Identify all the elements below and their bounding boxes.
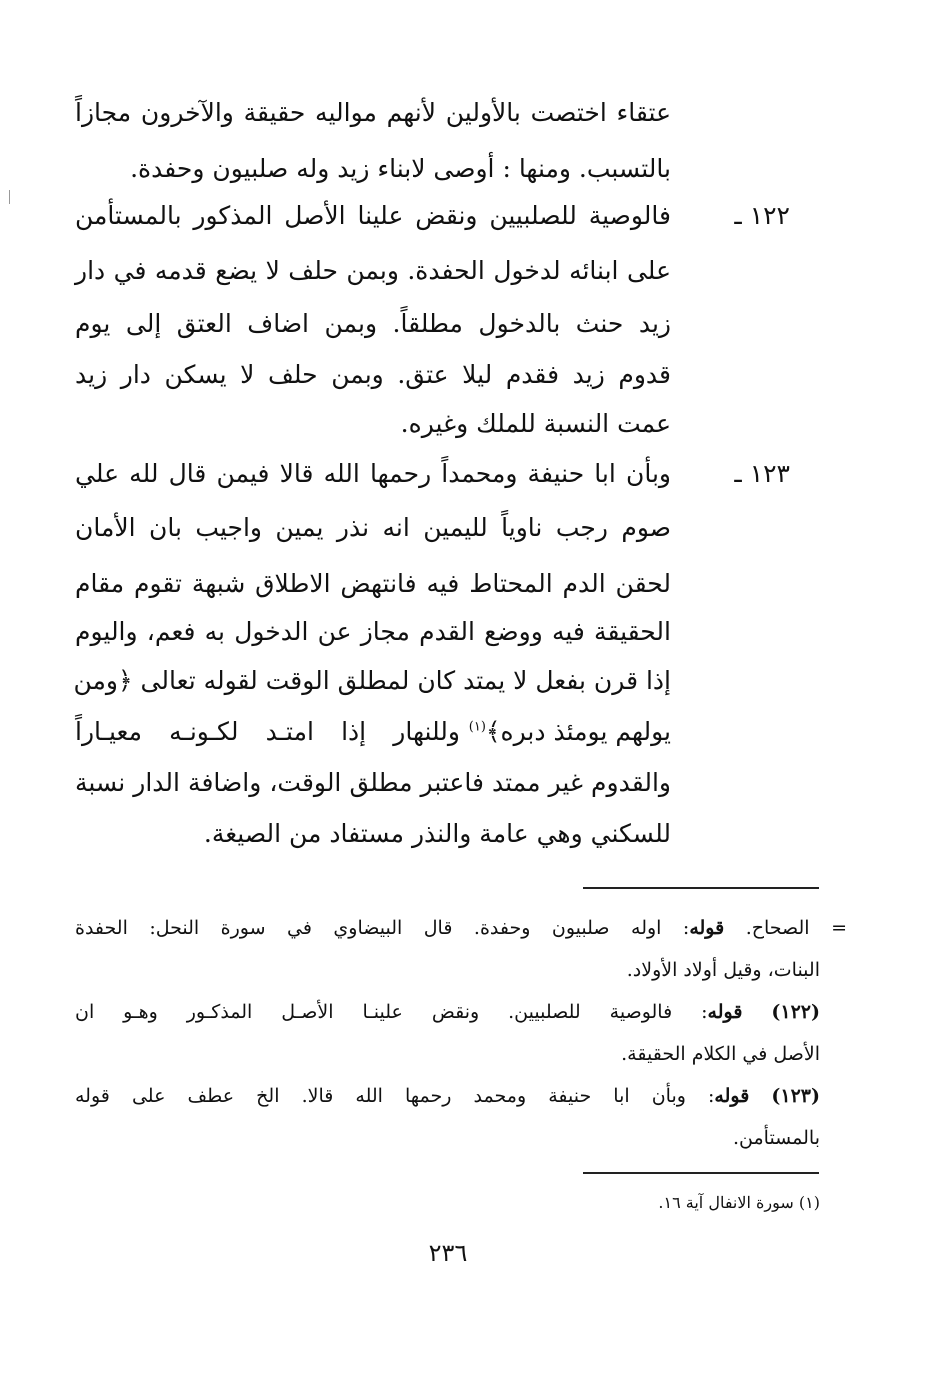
main-text-line: فالوصية للصلبيين ونقض علينا الأصل المذكور بالمستأمن — [75, 201, 671, 230]
footnote-line — [75, 1081, 820, 1111]
footnote-line: بالمستأمن. — [732, 1127, 820, 1149]
main-text-line: وبأن ابا حنيفة ومحمداً رحمها الله قالا فيمن قال لله علي — [75, 459, 671, 488]
footnote-number: (١٢٣) — [771, 1085, 820, 1107]
main-text-line: وللنهار إذا امتـد لكـونـه معيـاراً — [75, 717, 460, 746]
main-text-line: صوم رجب ناوياً لليمين انه نذر يمين واجيب بان الأمان — [75, 513, 671, 542]
footnote-text: : اوله صلبيون وحفدة. قال البيضاوي في سورة النحل: الحفدة — [75, 917, 690, 939]
footnote-label: قوله — [689, 917, 725, 939]
main-text-line: بالتسبب. ومنها : أوصى لابناء زيد وله صلبيون وحفدة. — [130, 154, 671, 183]
footnote-text: : فالوصية للصلبيين. ونقض علينـا الأصـل المذكـور وهـو ان — [75, 1001, 708, 1023]
main-text-line: للسكني وهي عامة والنذر مستفاد من الصيغة. — [203, 819, 671, 848]
footnote-prefix: = الصحاح. — [745, 917, 847, 939]
footnote-line: الأصل في الكلام الحقيقة. — [621, 1043, 820, 1065]
footnote-line — [75, 913, 847, 943]
main-text-line: عمت النسبة للملك وغيره. — [400, 409, 671, 438]
footnote-label: قوله — [714, 1085, 750, 1107]
reference-separator — [583, 1172, 819, 1174]
footnote-text: : وبأن ابا حنيفة ومحمد رحمها الله قالا. الخ عطف على قوله — [75, 1085, 715, 1107]
main-text-line: قدوم زيد فقدم ليلا عتق. وبمن حلف لا يسكن دار زيد — [75, 360, 671, 389]
main-text-line: إذا قرن بفعل لا يمتد كان لمطلق الوقت لقوله تعالى ﴿ومن — [73, 666, 671, 695]
footnote-label: قوله — [707, 1001, 743, 1023]
main-text-line: على ابنائه لدخول الحفدة. وبمن حلف لا يضع قدمه في دار — [75, 256, 671, 285]
paragraph-number: ١٢٢ ـ — [734, 201, 790, 230]
main-text-line: الحقيقة فيه ووضع القدم مجاز عن الدخول به فعم، واليوم — [75, 617, 671, 646]
footnote-line: البنات، وقيل أولاد الأولاد. — [626, 959, 820, 981]
footnote-line — [75, 997, 820, 1027]
main-text-line: لحقن الدم المحتاط فيه فانتهض الاطلاق شبهة تقوم مقام — [75, 569, 671, 598]
main-text-line: زيد حنث بالدخول مطلقاً. وبمن اضاف العتق إلى يوم — [75, 309, 671, 338]
page-number: ٢٣٦ — [428, 1239, 468, 1267]
main-text-line: عتقاء اختصت بالأولين لأنهم مواليه حقيقة والآخرون مجازاً — [75, 98, 671, 127]
margin-mark — [9, 190, 10, 204]
footnote-ref: (١) — [468, 719, 486, 735]
paragraph-number: ١٢٣ ـ — [734, 459, 790, 488]
quran-quote: يولهم يومئذ دبره﴾ — [485, 717, 671, 746]
footnote-separator — [583, 887, 819, 889]
footnote-number: (١٢٢) — [771, 1001, 820, 1023]
main-text-line: والقدوم غير ممتد فاعتبر مطلق الوقت، واضافة الدار نسبة — [75, 768, 671, 797]
reference-footnote: (١) سورة الانفال آية ١٦. — [658, 1193, 820, 1212]
main-text-line-quran — [470, 714, 671, 750]
